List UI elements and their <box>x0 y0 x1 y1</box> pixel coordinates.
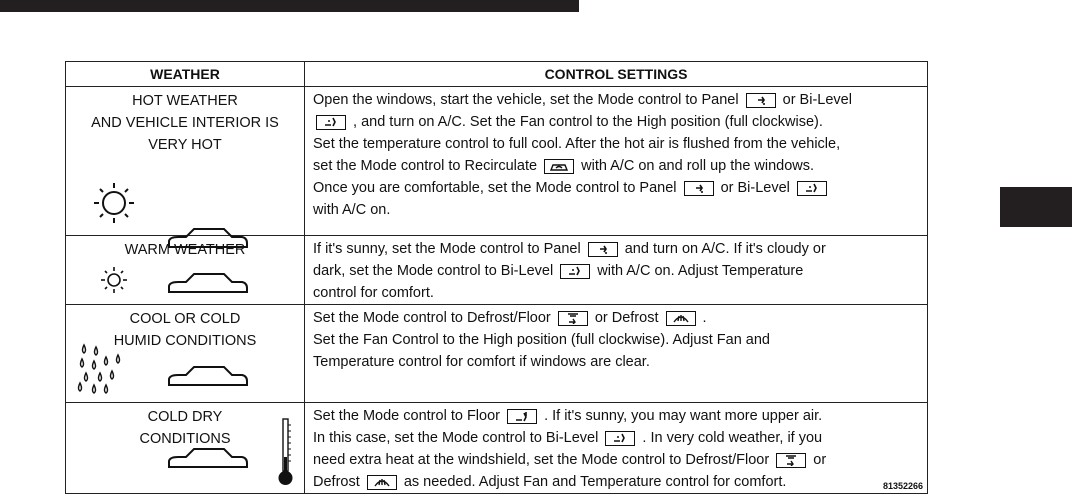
text-span: Set the temperature control to full cool. After the hot air is flushed from the vehicle, <box>313 136 841 152</box>
weather-cell <box>66 403 305 494</box>
weather-title-line: HUMID CONDITIONS <box>113 333 257 349</box>
header-weather: WEATHER <box>66 62 305 87</box>
defrost-floor-icon <box>558 311 588 326</box>
weather-cell <box>66 87 305 236</box>
bi-level-icon <box>560 264 590 279</box>
sun-icon <box>84 179 144 231</box>
bi-level-icon <box>316 115 346 130</box>
defrost-icon <box>367 475 397 490</box>
top-bar <box>0 0 579 12</box>
weather-title-line: AND VEHICLE INTERIOR IS <box>91 115 279 131</box>
defrost-floor-icon <box>776 453 806 468</box>
bi-level-icon <box>605 431 635 446</box>
text-span: dark, set the Mode control to Bi-Level <box>313 263 554 279</box>
table-row <box>66 87 928 236</box>
panel-icon <box>588 242 618 257</box>
thermometer-icon <box>274 417 296 487</box>
control-cell <box>305 236 928 305</box>
weather-cell <box>66 236 305 305</box>
text-span: If it's sunny, set the Mode control to Panel <box>313 241 581 257</box>
climate-settings-table <box>65 61 928 494</box>
text-span: . <box>702 310 707 326</box>
header-control-settings: CONTROL SETTINGS <box>305 62 928 87</box>
text-span: with A/C on. Adjust Temperature <box>597 263 804 279</box>
floor-icon <box>507 409 537 424</box>
text-span: set the Mode control to Recirculate <box>313 158 538 174</box>
panel-icon <box>684 181 714 196</box>
sun-icon <box>96 264 132 296</box>
text-span: need extra heat at the windshield, set the Mode control to Defrost/Floor <box>313 452 770 468</box>
text-span: control for comfort. <box>313 285 434 301</box>
table-row <box>66 403 928 494</box>
text-span: Set the Mode control to Defrost/Floor <box>313 310 551 326</box>
text-span: or Defrost <box>594 310 659 326</box>
weather-title-line: COOL OR COLD <box>129 311 241 327</box>
text-span: Set the Mode control to Floor <box>313 408 500 424</box>
raindrops-icon <box>76 343 128 397</box>
text-span: with A/C on and roll up the windows. <box>581 158 815 174</box>
text-span: or Bi-Level <box>720 180 790 196</box>
control-cell <box>305 87 928 236</box>
car-icon <box>166 363 250 391</box>
text-span: or Bi-Level <box>782 92 852 108</box>
weather-title-line: COLD DRY <box>147 409 223 425</box>
weather-title-line: WARM WEATHER <box>124 242 246 258</box>
section-tab <box>1000 187 1072 227</box>
text-span: Once you are comfortable, set the Mode control to Panel <box>313 180 677 196</box>
figure-id: 81352266 <box>882 481 923 491</box>
text-span: , and turn on A/C. Set the Fan control to the High position (full clockwise). <box>353 114 823 130</box>
text-span: . In very cold weather, if you <box>642 430 823 446</box>
text-span: with A/C on. <box>313 202 391 218</box>
defrost-icon <box>666 311 696 326</box>
weather-title-line: VERY HOT <box>148 137 222 153</box>
header-row <box>66 62 928 87</box>
table-row <box>66 305 928 403</box>
control-cell <box>305 305 928 403</box>
recirculate-icon <box>544 159 574 174</box>
panel-icon <box>746 93 776 108</box>
text-span: In this case, set the Mode control to Bi-Level <box>313 430 599 446</box>
weather-cell <box>66 305 305 403</box>
text-span: or <box>813 452 827 468</box>
weather-title-line: HOT WEATHER <box>132 93 238 109</box>
car-icon <box>166 445 250 473</box>
table-row <box>66 236 928 305</box>
car-icon <box>166 270 250 298</box>
bi-level-icon <box>797 181 827 196</box>
text-span: and turn on A/C. If it's cloudy or <box>624 241 826 257</box>
weather-title-line: CONDITIONS <box>139 431 231 447</box>
text-span: as needed. Adjust Fan and Temperature control for comfort. <box>403 474 787 490</box>
text-span: Defrost <box>313 474 360 490</box>
text-span: Set the Fan Control to the High position (full clockwise). Adjust Fan and <box>313 332 770 348</box>
text-span: . If it's sunny, you may want more upper air. <box>544 408 823 424</box>
text-span: Open the windows, start the vehicle, set the Mode control to Panel <box>313 92 739 108</box>
control-cell <box>305 403 928 494</box>
text-span: Temperature control for comfort if windows are clear. <box>313 354 650 370</box>
